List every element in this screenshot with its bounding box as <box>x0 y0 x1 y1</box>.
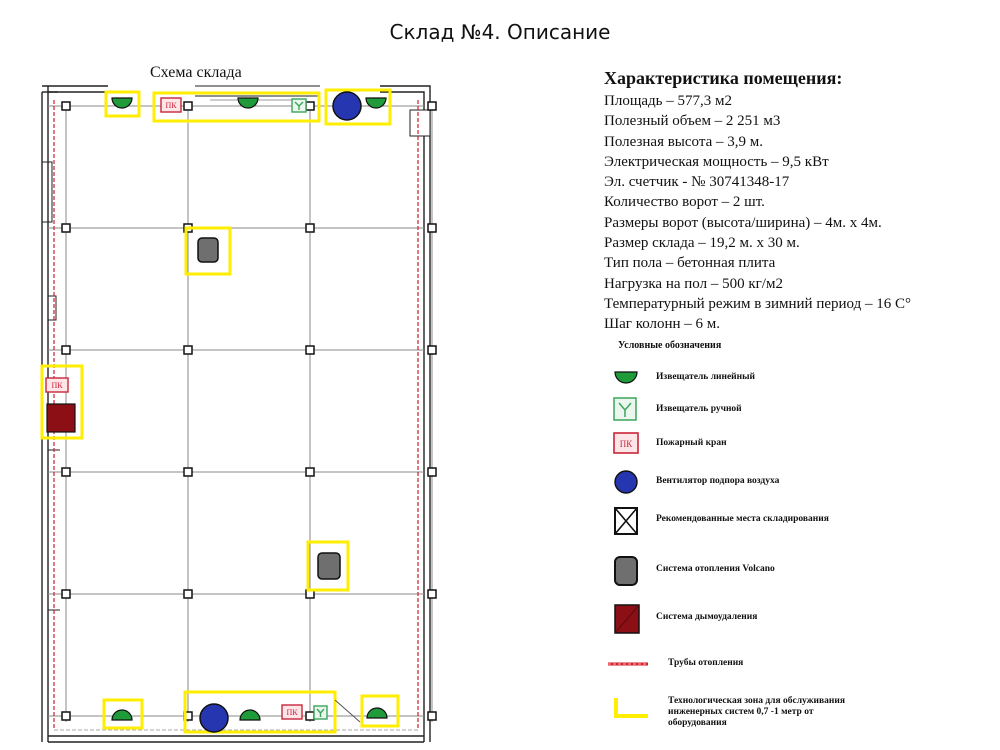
spec-floor-load: Нагрузка на пол – 500 кг/м2 <box>604 275 783 292</box>
linear-detector-icon <box>240 710 260 720</box>
spec-gate-count: Количество ворот – 2 шт. <box>604 194 765 211</box>
manual-detector-icon <box>314 706 327 719</box>
spec-electric-meter: Эл. счетчик - № 30741348-17 <box>604 174 790 191</box>
spec-useful-height: Полезная высота – 3,9 м. <box>604 133 763 150</box>
spec-warehouse-size: Размер склада – 19,2 м. х 30 м. <box>604 235 800 252</box>
smoke-removal-icon <box>604 604 648 634</box>
legend-item-storage-place <box>604 506 994 536</box>
linear-detectors <box>112 98 387 720</box>
legend-item-heating-pipe <box>604 650 994 680</box>
legend-title: Условные обозначения <box>618 340 722 351</box>
fire-hydrant-label: ПК <box>286 708 298 717</box>
right-window <box>410 110 430 136</box>
ventilation-fan-icon <box>200 704 228 732</box>
spec-winter-temperature: Температурный режим в зимний период – 16 С° <box>604 295 912 312</box>
heating-system-icon <box>318 553 340 579</box>
legend-label: Рекомендованные места складирования <box>656 514 829 524</box>
technical-zone-icon <box>604 692 648 722</box>
fire-hydrant-label: ПК <box>165 101 177 110</box>
spec-electric-power: Электрическая мощность – 9,5 кВт <box>604 153 829 170</box>
heating-pipes <box>54 100 418 730</box>
legend-label: Извещатель ручной <box>656 404 742 414</box>
legend-item-ventilation-fan <box>604 468 994 498</box>
heating-systems <box>198 238 340 579</box>
fire-hydrant-icon <box>604 430 648 460</box>
fire-hydrant-label: ПК <box>619 439 633 449</box>
outer-walls <box>42 86 430 742</box>
spec-area: Площадь – 577,3 м2 <box>604 93 732 109</box>
legend-item-technical-zone <box>604 692 994 736</box>
fire-hydrant-icon <box>282 705 302 719</box>
page-title: Склад №4. Описание <box>389 20 611 44</box>
legend-item-fire-hydrant <box>604 430 994 460</box>
linear-detector-icon <box>112 710 132 720</box>
legend-label: Технологическая зона для обслуживания инженерных систем 0,7 -1 метр от оборудования <box>668 696 845 728</box>
columns <box>62 102 436 720</box>
spec-floor-type: Тип пола – бетонная плита <box>604 255 776 272</box>
specs-title: Характеристика помещения: <box>604 68 843 88</box>
legend-label: Трубы отопления <box>668 658 744 668</box>
technical-zones <box>42 90 398 732</box>
bottom-gate <box>335 700 360 722</box>
ventilation-fan-icon <box>604 468 648 498</box>
column-grid <box>48 104 432 722</box>
legend-label: Система отопления Volcano <box>656 564 775 574</box>
legend-label: Система дымоудаления <box>656 612 758 622</box>
spec-column-step: Шаг колонн – 6 м. <box>604 316 721 333</box>
legend-item-heating-system <box>604 556 994 586</box>
storage-place-icon <box>604 506 648 536</box>
heating-system-icon <box>198 238 218 262</box>
manual-detector-icon <box>604 396 648 426</box>
legend-label: Пожарный кран <box>656 438 727 448</box>
smoke-removal-systems <box>47 404 75 432</box>
legend-label: Извещатель линейный <box>656 372 756 382</box>
fire-hydrant-label: ПК <box>51 381 63 390</box>
linear-detector-icon <box>367 708 387 718</box>
ventilation-fans <box>200 92 361 732</box>
fire-hydrant-icon <box>161 98 181 112</box>
room-specifications <box>604 68 994 335</box>
plan-caption: Схема склада <box>150 64 242 81</box>
legend-item-smoke-removal <box>604 604 994 634</box>
spec-useful-volume: Полезный объем – 2 251 м3 <box>604 113 781 130</box>
smoke-removal-icon <box>47 404 75 432</box>
linear-detector-icon <box>604 364 648 394</box>
legend-item-linear-detector <box>604 364 994 394</box>
ventilation-fan-icon <box>333 92 361 120</box>
spec-gate-size: Размеры ворот (высота/ширина) – 4м. х 4м. <box>604 214 882 231</box>
legend-item-manual-detector <box>604 396 994 426</box>
manual-detector-icon <box>292 99 306 112</box>
legend-label: Вентилятор подпора воздуха <box>656 476 780 486</box>
heating-pipe-icon <box>604 650 648 680</box>
fire-hydrants <box>46 98 302 719</box>
fire-hydrant-icon <box>46 378 68 392</box>
heating-system-icon <box>604 556 648 586</box>
